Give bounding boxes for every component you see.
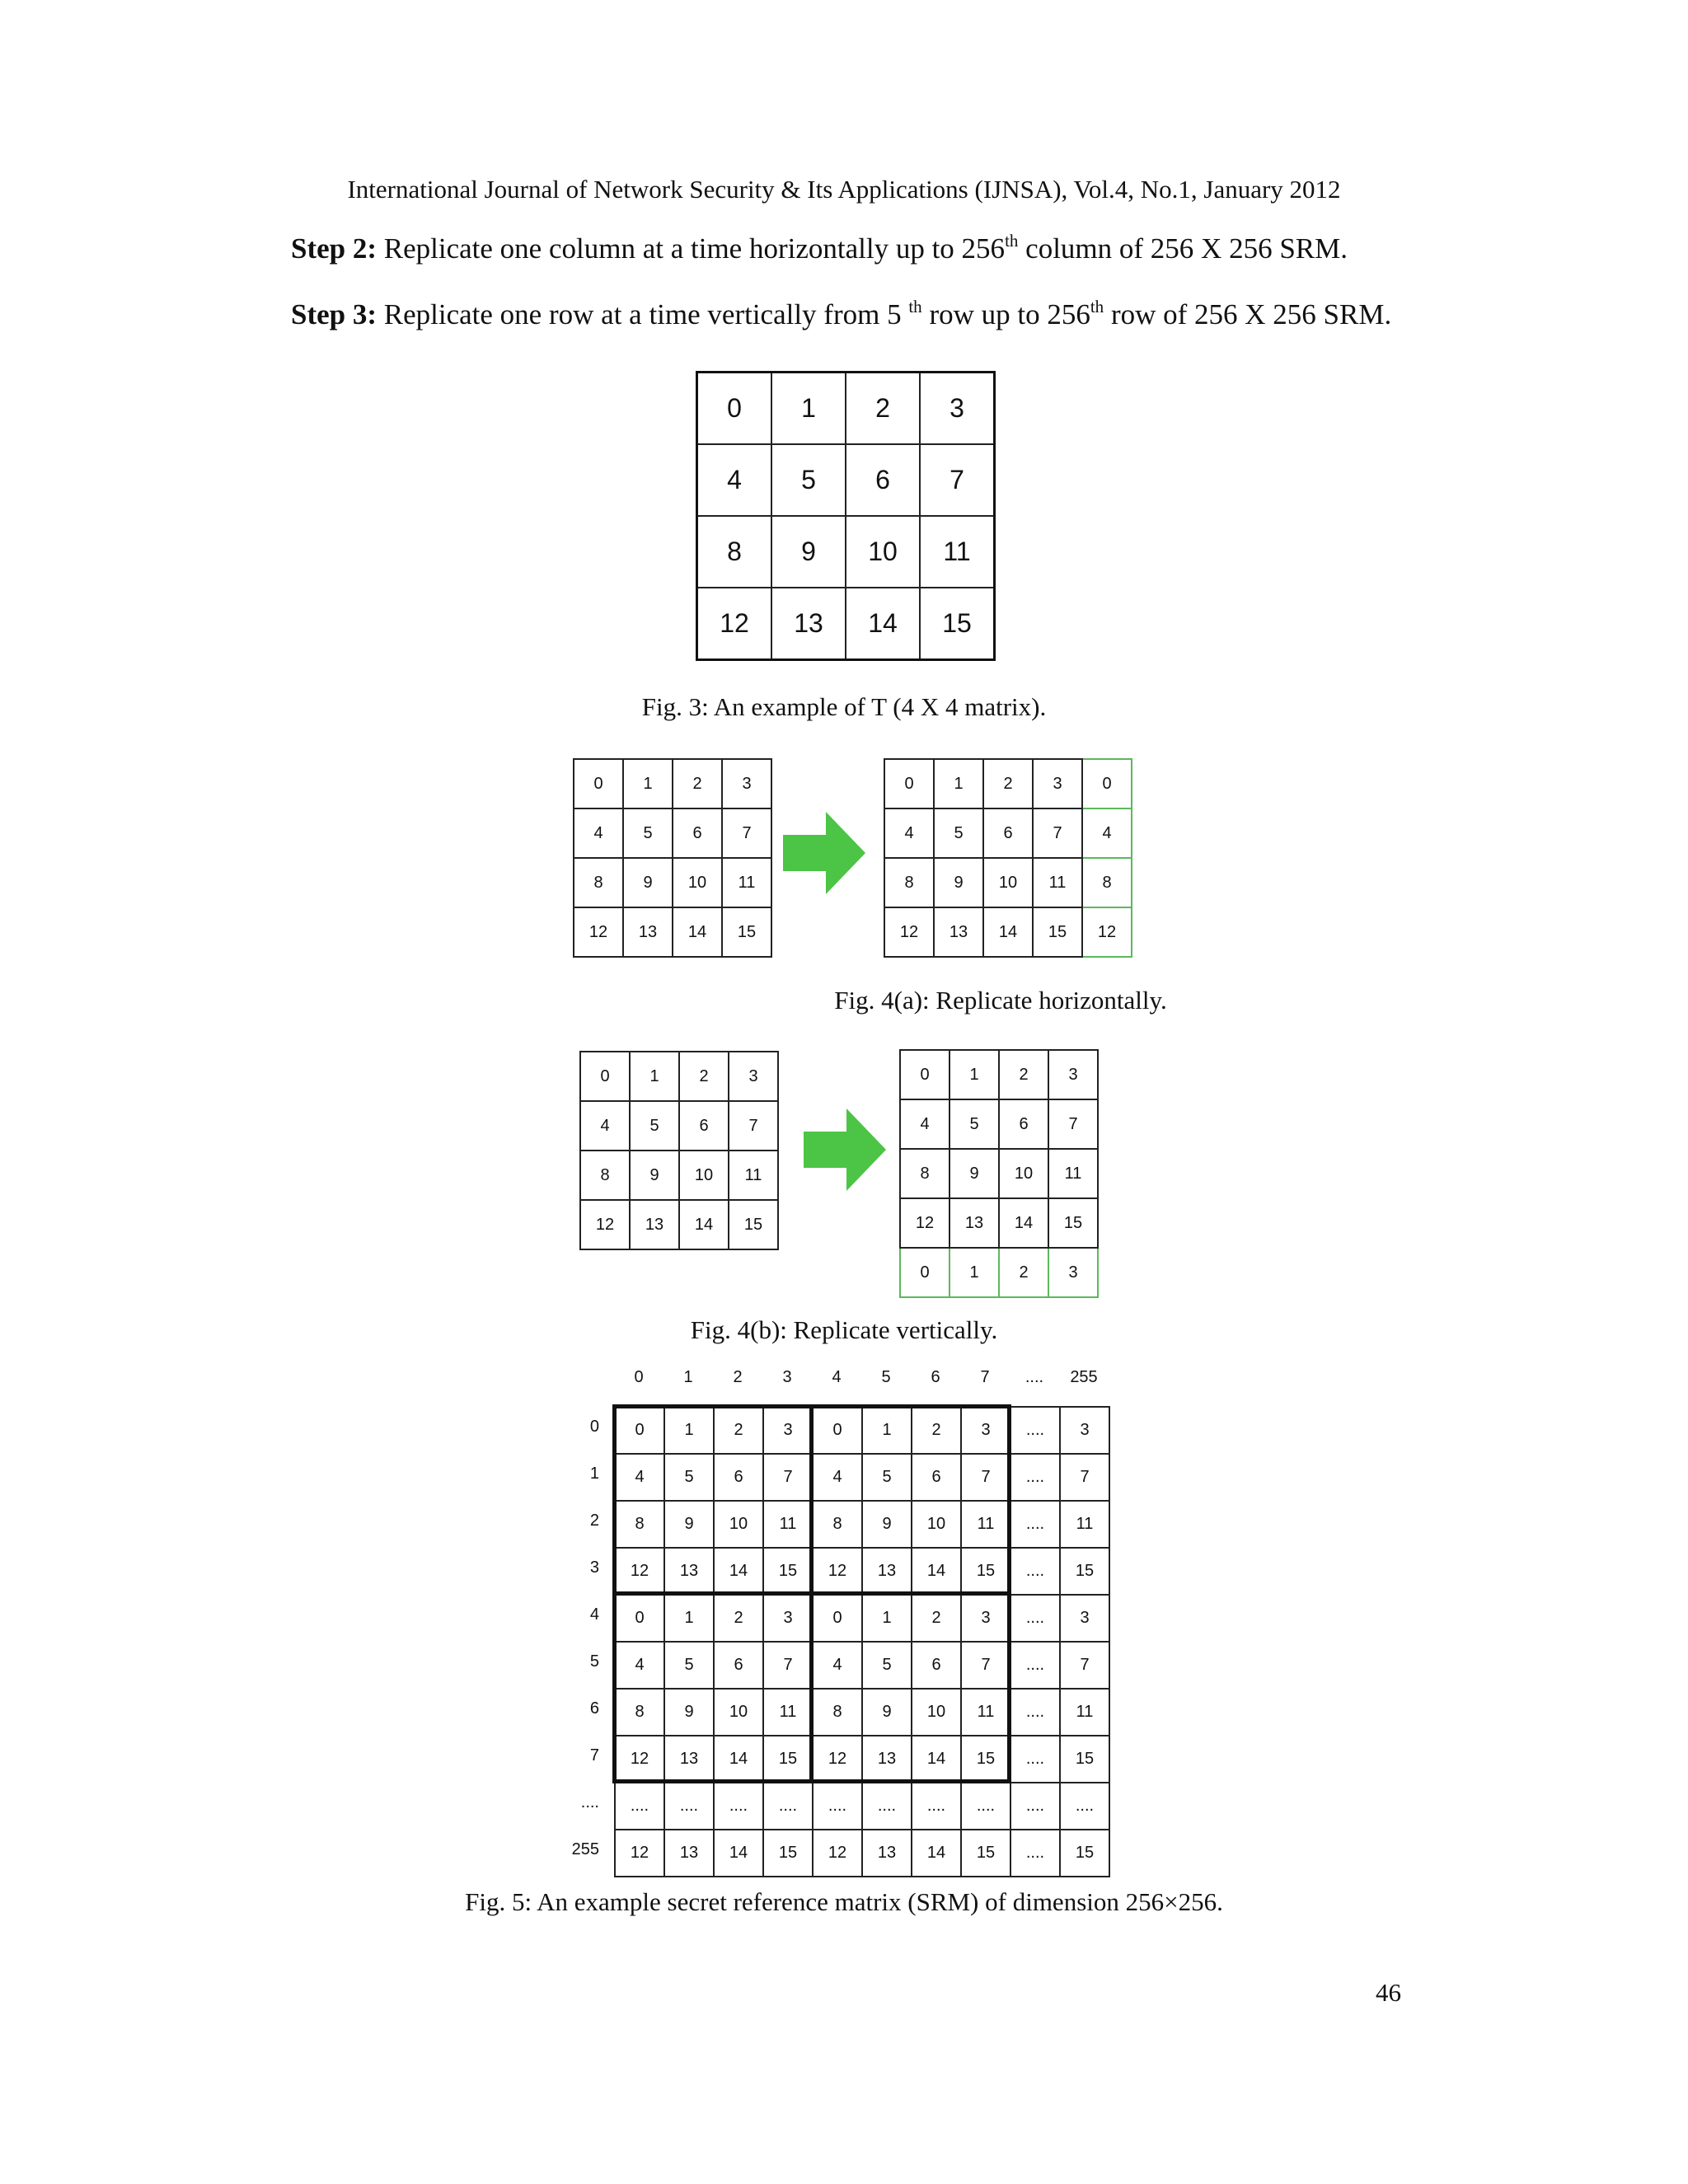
fig5-row-header: 2: [589, 1511, 599, 1530]
matrix-cell: 9: [664, 1689, 714, 1736]
fig4a-original-matrix: [573, 758, 772, 958]
matrix-cell: 14: [673, 907, 722, 957]
matrix-cell: ....: [1010, 1736, 1060, 1783]
matrix-cell: 15: [961, 1736, 1010, 1783]
step-2-pre: Replicate one column at a time horizontally up to 256: [377, 232, 1006, 265]
fig4a-caption: Fig. 4(a): Replicate horizontally.: [834, 986, 1167, 1015]
matrix-cell: 10: [846, 516, 920, 588]
matrix-cell: 10: [714, 1501, 763, 1548]
matrix-cell: 11: [920, 516, 995, 588]
fig3-caption: Fig. 3: An example of T (4 X 4 matrix).: [641, 692, 1047, 721]
matrix-row: [615, 1736, 1109, 1783]
fig4b-caption: Fig. 4(b): Replicate vertically.: [690, 1315, 998, 1344]
matrix-cell: 11: [1060, 1501, 1109, 1548]
fig5-row-header: 3: [589, 1558, 599, 1577]
matrix-cell: 15: [763, 1548, 813, 1595]
matrix-cell: ....: [912, 1783, 961, 1830]
matrix-row: [580, 1052, 778, 1101]
page-number: 46: [1376, 1978, 1401, 2007]
matrix-cell: 0: [884, 759, 934, 808]
matrix-cell: 3: [1060, 1595, 1109, 1642]
matrix-cell: 0: [1082, 759, 1132, 808]
matrix-cell: 3: [920, 373, 995, 445]
matrix-cell: 3: [1033, 759, 1082, 808]
matrix-cell: 14: [846, 588, 920, 660]
matrix-cell: 5: [950, 1099, 999, 1149]
matrix-row: [615, 1830, 1109, 1877]
fig5-row-header: ....: [580, 1793, 599, 1811]
fig5-column-header: 255: [1070, 1368, 1098, 1386]
matrix-cell: 8: [900, 1149, 950, 1198]
matrix-cell: 7: [763, 1454, 813, 1501]
matrix-cell: 13: [664, 1548, 714, 1595]
matrix-cell: 3: [1048, 1248, 1098, 1297]
matrix-row: [900, 1149, 1098, 1198]
fig5-column-header: 0: [634, 1368, 644, 1386]
matrix-cell: 11: [1048, 1149, 1098, 1198]
matrix-cell: 2: [999, 1248, 1048, 1297]
matrix-cell: 3: [729, 1052, 778, 1101]
matrix-cell: 4: [615, 1454, 664, 1501]
step-2-label: Step 2:: [291, 232, 377, 265]
matrix-cell: 3: [1060, 1407, 1109, 1454]
matrix-cell: 12: [1082, 907, 1132, 957]
fig5-column-header: 1: [683, 1368, 693, 1386]
matrix-cell: 6: [999, 1099, 1048, 1149]
matrix-cell: ....: [714, 1783, 763, 1830]
matrix-cell: 4: [580, 1101, 630, 1151]
matrix-cell: 5: [862, 1454, 912, 1501]
matrix-cell: 14: [999, 1198, 1048, 1248]
fig4b-original-matrix: [579, 1051, 779, 1250]
matrix-cell: 6: [673, 808, 722, 858]
matrix-cell: 12: [697, 588, 772, 660]
matrix-cell: 10: [983, 858, 1033, 907]
matrix-cell: 9: [623, 858, 673, 907]
matrix-cell: 15: [961, 1548, 1010, 1595]
matrix-row: [615, 1501, 1109, 1548]
matrix-cell: 13: [934, 907, 983, 957]
matrix-cell: 3: [763, 1595, 813, 1642]
matrix-row: [574, 858, 771, 907]
matrix-cell: ....: [862, 1783, 912, 1830]
fig5-block-divider-horizontal: [612, 1591, 1011, 1596]
matrix-cell: 1: [771, 373, 846, 445]
matrix-row: [900, 1248, 1098, 1297]
matrix-cell: 11: [961, 1689, 1010, 1736]
matrix-cell: 9: [630, 1151, 679, 1200]
fig4a-replicated-matrix: [884, 758, 1132, 958]
matrix-row: [615, 1642, 1109, 1689]
matrix-cell: 15: [1033, 907, 1082, 957]
matrix-cell: 11: [1033, 858, 1082, 907]
matrix-cell: 7: [722, 808, 771, 858]
matrix-cell: 12: [580, 1200, 630, 1249]
matrix-cell: 11: [1060, 1689, 1109, 1736]
matrix-cell: 8: [574, 858, 623, 907]
matrix-cell: 0: [615, 1595, 664, 1642]
step-3-pre: Replicate one row at a time vertically from 5: [377, 298, 909, 330]
matrix-cell: 5: [623, 808, 673, 858]
matrix-cell: ....: [1010, 1501, 1060, 1548]
fig5-column-header: 3: [782, 1368, 792, 1386]
matrix-cell: 7: [961, 1642, 1010, 1689]
step-2-post: column of 256 X 256 SRM.: [1018, 232, 1348, 265]
matrix-cell: 11: [763, 1689, 813, 1736]
matrix-cell: 8: [813, 1689, 862, 1736]
matrix-row: [884, 858, 1132, 907]
matrix-cell: 2: [999, 1050, 1048, 1099]
matrix-cell: 4: [1082, 808, 1132, 858]
matrix-cell: 8: [615, 1501, 664, 1548]
matrix-cell: 2: [846, 373, 920, 445]
matrix-cell: 1: [934, 759, 983, 808]
matrix-cell: ....: [1010, 1407, 1060, 1454]
matrix-row: [615, 1595, 1109, 1642]
matrix-cell: 15: [1060, 1736, 1109, 1783]
matrix-row: [900, 1099, 1098, 1149]
fig5-row-header: 1: [589, 1465, 599, 1483]
matrix-cell: 11: [763, 1501, 813, 1548]
matrix-cell: 14: [714, 1548, 763, 1595]
matrix-cell: 2: [983, 759, 1033, 808]
matrix-cell: 1: [664, 1407, 714, 1454]
matrix-cell: 1: [623, 759, 673, 808]
matrix-cell: 14: [912, 1830, 961, 1877]
matrix-cell: 13: [862, 1830, 912, 1877]
matrix-cell: 12: [900, 1198, 950, 1248]
matrix-cell: 13: [630, 1200, 679, 1249]
matrix-cell: 8: [1082, 858, 1132, 907]
matrix-cell: 0: [900, 1050, 950, 1099]
matrix-cell: ....: [1060, 1783, 1109, 1830]
matrix-cell: 6: [912, 1642, 961, 1689]
matrix-cell: 5: [664, 1454, 714, 1501]
matrix-cell: 4: [574, 808, 623, 858]
matrix-cell: 4: [900, 1099, 950, 1149]
matrix-cell: ....: [664, 1783, 714, 1830]
fig3-matrix: [696, 371, 996, 661]
matrix-cell: 14: [912, 1548, 961, 1595]
matrix-cell: 5: [771, 444, 846, 516]
fig5-row-header: 7: [589, 1746, 599, 1765]
matrix-cell: 9: [934, 858, 983, 907]
matrix-cell: 7: [1048, 1099, 1098, 1149]
fig5-column-header: 2: [733, 1368, 743, 1386]
matrix-cell: 8: [580, 1151, 630, 1200]
fig5-row-header: 255: [571, 1840, 599, 1858]
matrix-row: [615, 1407, 1109, 1454]
matrix-cell: 13: [950, 1198, 999, 1248]
fig5-row-header: 6: [589, 1699, 599, 1718]
matrix-cell: 6: [983, 808, 1033, 858]
matrix-row: [580, 1101, 778, 1151]
matrix-cell: 15: [961, 1830, 1010, 1877]
matrix-row: [884, 907, 1132, 957]
matrix-cell: 11: [729, 1151, 778, 1200]
matrix-cell: 3: [722, 759, 771, 808]
right-arrow-icon: [783, 812, 865, 894]
matrix-cell: 2: [714, 1407, 763, 1454]
matrix-cell: 14: [714, 1736, 763, 1783]
matrix-cell: ....: [961, 1783, 1010, 1830]
matrix-cell: 3: [961, 1595, 1010, 1642]
matrix-cell: 13: [664, 1736, 714, 1783]
matrix-cell: 9: [862, 1501, 912, 1548]
matrix-row: [697, 516, 995, 588]
arrow-shape: [804, 1108, 886, 1191]
matrix-row: [615, 1783, 1109, 1830]
matrix-cell: 15: [763, 1736, 813, 1783]
step-3-label: Step 3:: [291, 298, 377, 330]
fig5-row-header: 5: [589, 1652, 599, 1671]
matrix-cell: 7: [920, 444, 995, 516]
fig5-column-header: 4: [832, 1368, 842, 1386]
fig5-column-header: 5: [881, 1368, 891, 1386]
matrix-cell: 6: [714, 1642, 763, 1689]
matrix-cell: ....: [813, 1783, 862, 1830]
matrix-cell: 5: [664, 1642, 714, 1689]
matrix-cell: 4: [697, 444, 772, 516]
matrix-cell: 15: [763, 1830, 813, 1877]
step-3-sup2: th: [1090, 297, 1104, 316]
matrix-row: [900, 1050, 1098, 1099]
matrix-cell: 8: [615, 1689, 664, 1736]
fig5-row-header: 0: [589, 1418, 599, 1436]
matrix-cell: 2: [912, 1595, 961, 1642]
matrix-cell: 0: [900, 1248, 950, 1297]
matrix-cell: ....: [763, 1783, 813, 1830]
matrix-cell: 10: [912, 1501, 961, 1548]
matrix-row: [580, 1151, 778, 1200]
step-2-text: [291, 232, 1348, 265]
matrix-cell: ....: [1010, 1689, 1060, 1736]
matrix-cell: 10: [912, 1689, 961, 1736]
fig5-column-header: 7: [980, 1368, 990, 1386]
matrix-cell: 12: [884, 907, 934, 957]
step-3-text: [291, 298, 1391, 331]
matrix-cell: 12: [615, 1548, 664, 1595]
matrix-cell: 4: [813, 1454, 862, 1501]
matrix-cell: 4: [884, 808, 934, 858]
fig5-caption: Fig. 5: An example secret reference matrix (SRM) of dimension 256×256.: [465, 1887, 1223, 1916]
matrix-cell: 6: [846, 444, 920, 516]
matrix-cell: 7: [729, 1101, 778, 1151]
matrix-cell: 8: [813, 1501, 862, 1548]
matrix-cell: 13: [664, 1830, 714, 1877]
matrix-cell: 2: [714, 1595, 763, 1642]
matrix-cell: 7: [1060, 1642, 1109, 1689]
matrix-row: [574, 759, 771, 808]
matrix-row: [615, 1548, 1109, 1595]
matrix-cell: 8: [884, 858, 934, 907]
matrix-row: [615, 1454, 1109, 1501]
matrix-cell: 9: [771, 516, 846, 588]
matrix-cell: ....: [1010, 1595, 1060, 1642]
matrix-cell: 6: [912, 1454, 961, 1501]
matrix-cell: 1: [862, 1595, 912, 1642]
matrix-cell: 11: [722, 858, 771, 907]
matrix-cell: 10: [714, 1689, 763, 1736]
step-3-sup: th: [908, 297, 922, 316]
matrix-cell: 7: [763, 1642, 813, 1689]
matrix-cell: 12: [813, 1830, 862, 1877]
matrix-cell: 3: [961, 1407, 1010, 1454]
matrix-cell: 10: [679, 1151, 729, 1200]
matrix-cell: 1: [664, 1595, 714, 1642]
matrix-cell: 0: [574, 759, 623, 808]
matrix-cell: 4: [615, 1642, 664, 1689]
matrix-cell: 3: [763, 1407, 813, 1454]
matrix-cell: ....: [615, 1783, 664, 1830]
matrix-cell: 12: [615, 1830, 664, 1877]
matrix-cell: 6: [714, 1454, 763, 1501]
matrix-cell: 15: [1060, 1548, 1109, 1595]
matrix-cell: 5: [630, 1101, 679, 1151]
step-2-sup: th: [1005, 231, 1019, 251]
matrix-cell: 13: [623, 907, 673, 957]
right-arrow-icon: [804, 1108, 886, 1191]
matrix-cell: 12: [813, 1736, 862, 1783]
matrix-cell: 0: [813, 1407, 862, 1454]
fig5-srm-matrix: [614, 1406, 1110, 1877]
matrix-cell: 1: [630, 1052, 679, 1101]
matrix-cell: ....: [1010, 1830, 1060, 1877]
fig5-row-header: 4: [589, 1605, 599, 1624]
step-3-post: row of 256 X 256 SRM.: [1104, 298, 1392, 330]
matrix-cell: 6: [679, 1101, 729, 1151]
matrix-cell: 0: [697, 373, 772, 445]
matrix-row: [574, 808, 771, 858]
matrix-cell: 10: [673, 858, 722, 907]
matrix-row: [697, 444, 995, 516]
matrix-cell: 7: [961, 1454, 1010, 1501]
matrix-cell: 3: [1048, 1050, 1098, 1099]
matrix-cell: 10: [999, 1149, 1048, 1198]
arrow-shape: [783, 812, 865, 894]
matrix-cell: 12: [813, 1548, 862, 1595]
matrix-cell: ....: [1010, 1783, 1060, 1830]
matrix-cell: 14: [714, 1830, 763, 1877]
matrix-cell: 8: [697, 516, 772, 588]
matrix-cell: 9: [664, 1501, 714, 1548]
matrix-cell: 13: [771, 588, 846, 660]
matrix-cell: 1: [862, 1407, 912, 1454]
matrix-cell: 15: [920, 588, 995, 660]
matrix-cell: 14: [983, 907, 1033, 957]
matrix-cell: 9: [950, 1149, 999, 1198]
matrix-cell: 7: [1033, 808, 1082, 858]
matrix-row: [884, 808, 1132, 858]
fig4b-replicated-matrix: [899, 1049, 1099, 1298]
matrix-row: [574, 907, 771, 957]
matrix-cell: 4: [813, 1642, 862, 1689]
matrix-cell: 0: [615, 1407, 664, 1454]
matrix-cell: 12: [574, 907, 623, 957]
fig5-column-header: 6: [931, 1368, 940, 1386]
matrix-cell: 1: [950, 1050, 999, 1099]
fig5-column-header: ....: [1025, 1368, 1044, 1386]
matrix-cell: 11: [961, 1501, 1010, 1548]
matrix-cell: 15: [729, 1200, 778, 1249]
matrix-cell: 13: [862, 1736, 912, 1783]
matrix-row: [615, 1689, 1109, 1736]
matrix-row: [697, 373, 995, 445]
matrix-cell: 0: [580, 1052, 630, 1101]
matrix-row: [884, 759, 1132, 808]
matrix-cell: 5: [934, 808, 983, 858]
matrix-cell: 9: [862, 1689, 912, 1736]
matrix-cell: 15: [722, 907, 771, 957]
matrix-cell: 13: [862, 1548, 912, 1595]
matrix-cell: ....: [1010, 1548, 1060, 1595]
matrix-cell: 7: [1060, 1454, 1109, 1501]
matrix-row: [697, 588, 995, 660]
step-3-mid: row up to 256: [921, 298, 1090, 330]
matrix-cell: ....: [1010, 1642, 1060, 1689]
matrix-cell: 2: [679, 1052, 729, 1101]
matrix-cell: 15: [1060, 1830, 1109, 1877]
matrix-cell: 12: [615, 1736, 664, 1783]
matrix-cell: 0: [813, 1595, 862, 1642]
matrix-cell: 2: [912, 1407, 961, 1454]
journal-header: International Journal of Network Security & Its Applications (IJNSA), Vol.4, No.1, January 2012: [347, 175, 1341, 204]
matrix-cell: ....: [1010, 1454, 1060, 1501]
matrix-cell: 5: [862, 1642, 912, 1689]
matrix-cell: 15: [1048, 1198, 1098, 1248]
matrix-cell: 2: [673, 759, 722, 808]
matrix-cell: 14: [679, 1200, 729, 1249]
matrix-cell: 14: [912, 1736, 961, 1783]
matrix-row: [900, 1198, 1098, 1248]
matrix-cell: 1: [950, 1248, 999, 1297]
matrix-row: [580, 1200, 778, 1249]
